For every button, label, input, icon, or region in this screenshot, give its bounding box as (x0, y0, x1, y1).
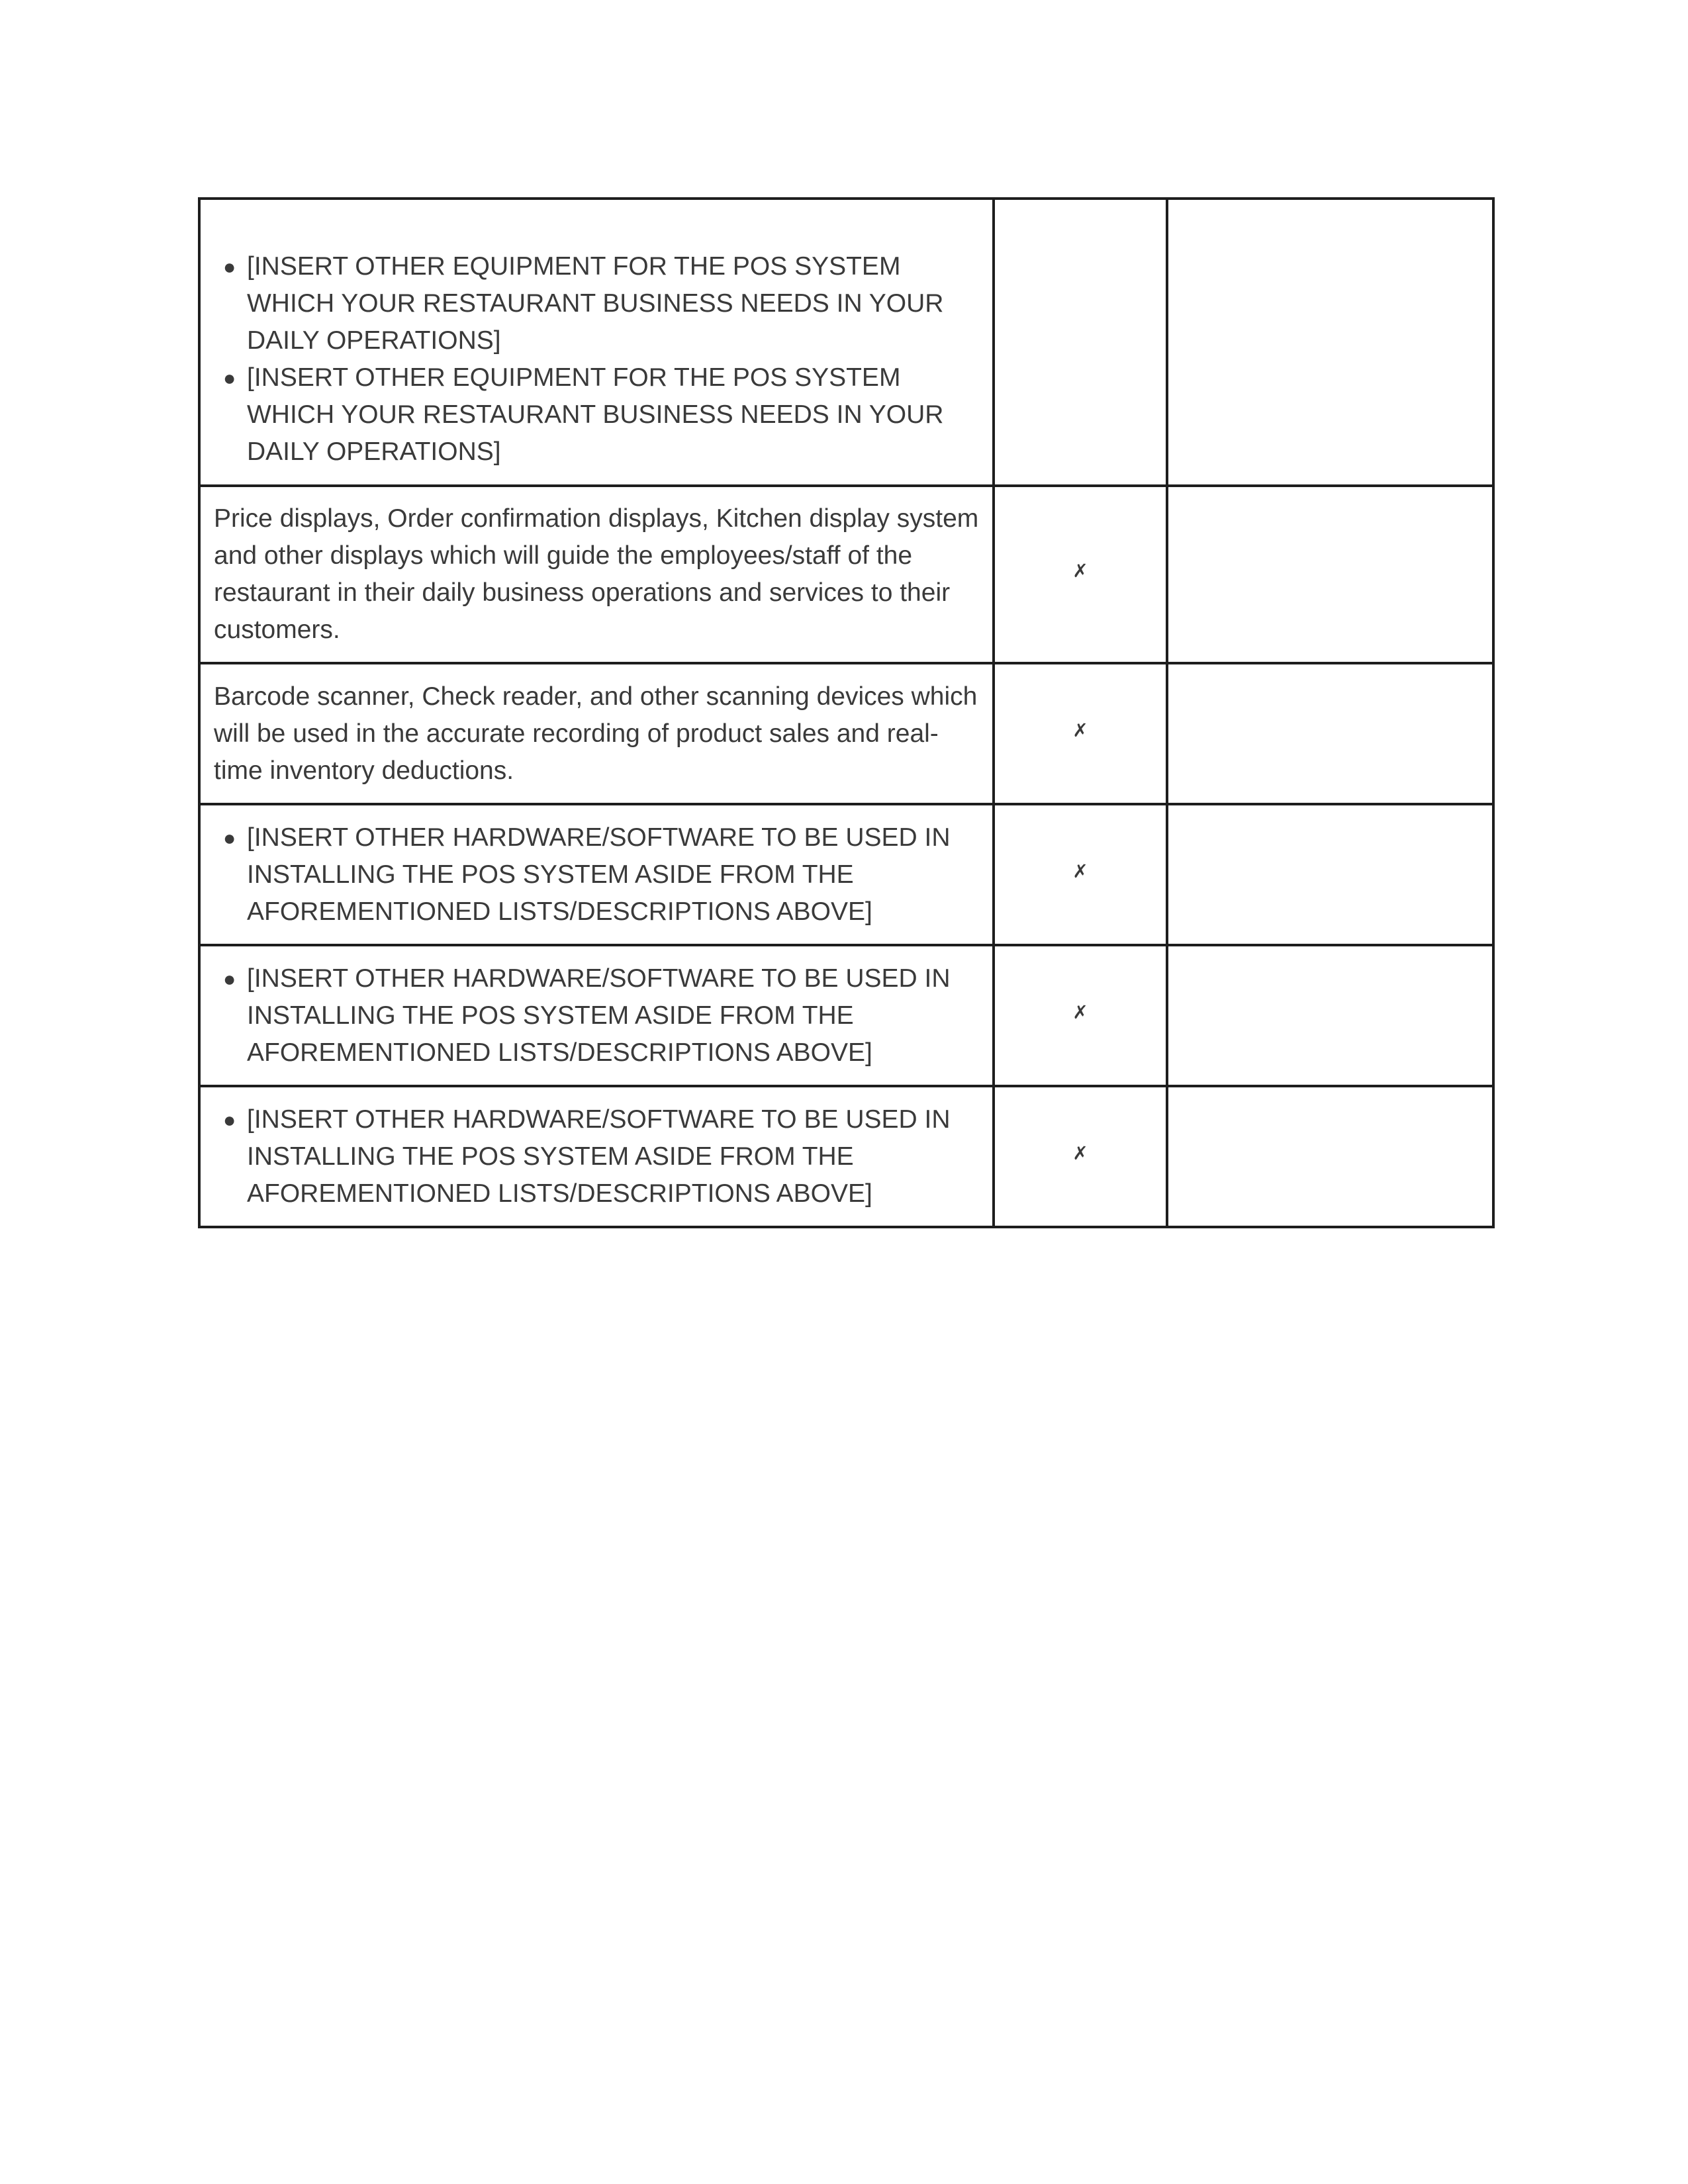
mark-cell (994, 945, 1167, 1086)
list-item (223, 248, 979, 359)
list-item-text: [INSERT OTHER EQUIPMENT FOR THE POS SYSTEM WHICH YOUR RESTAURANT BUSINESS NEEDS IN YOUR DAILY OPERATIONS] (247, 363, 944, 466)
bullet-icon: ● (223, 1107, 236, 1132)
description-cell (199, 945, 994, 1086)
cross-mark-icon: ✗ (1072, 1142, 1088, 1164)
bullet-icon: ● (223, 366, 236, 390)
bullet-icon: ● (223, 966, 236, 991)
mark-cell (994, 486, 1167, 663)
description-text: Price displays, Order confirmation displays, Kitchen display system and other displays which will guide the employees/staff of the restaurant in their daily business operations and services to their customers. (214, 504, 979, 644)
mark-cell (994, 199, 1167, 486)
table-row (199, 199, 1493, 486)
equipment-table (198, 197, 1495, 1228)
list-item-text: [INSERT OTHER HARDWARE/SOFTWARE TO BE USED IN INSTALLING THE POS SYSTEM ASIDE FROM THE AFOREMENTIONED LISTS/DESCRIPTIONS ABOVE] (247, 964, 951, 1067)
description-text: Barcode scanner, Check reader, and other scanning devices which will be used in the accurate recording of product sales and real-time inventory deductions. (214, 682, 978, 785)
table-row (199, 804, 1493, 945)
list-item (223, 819, 979, 931)
notes-cell (1167, 1086, 1493, 1227)
bullet-icon: ● (223, 825, 236, 850)
list-item (223, 359, 979, 471)
list-item-text: [INSERT OTHER EQUIPMENT FOR THE POS SYSTEM WHICH YOUR RESTAURANT BUSINESS NEEDS IN YOUR DAILY OPERATIONS] (247, 252, 944, 355)
description-cell (199, 486, 994, 663)
notes-cell (1167, 199, 1493, 486)
mark-cell (994, 663, 1167, 804)
table-row (199, 486, 1493, 663)
notes-cell (1167, 804, 1493, 945)
cross-mark-icon: ✗ (1072, 719, 1088, 741)
description-cell (199, 1086, 994, 1227)
list-item (223, 960, 979, 1071)
description-cell (199, 804, 994, 945)
mark-cell (994, 804, 1167, 945)
cross-mark-icon: ✗ (1072, 860, 1088, 882)
cross-mark-icon: ✗ (1072, 1001, 1088, 1023)
notes-cell (1167, 945, 1493, 1086)
description-cell (199, 199, 994, 486)
table-row (199, 1086, 1493, 1227)
notes-cell (1167, 486, 1493, 663)
bullet-list (201, 202, 992, 482)
bullet-list (201, 807, 992, 942)
list-item (223, 1101, 979, 1212)
mark-cell (994, 1086, 1167, 1227)
table-row (199, 945, 1493, 1086)
list-item-text: [INSERT OTHER HARDWARE/SOFTWARE TO BE USED IN INSTALLING THE POS SYSTEM ASIDE FROM THE AFOREMENTIONED LISTS/DESCRIPTIONS ABOVE] (247, 823, 951, 926)
bullet-icon: ● (223, 255, 236, 279)
description-cell (199, 663, 994, 804)
table-row (199, 663, 1493, 804)
cross-mark-icon: ✗ (1072, 560, 1088, 582)
bullet-list (201, 948, 992, 1083)
notes-cell (1167, 663, 1493, 804)
list-item-text: [INSERT OTHER HARDWARE/SOFTWARE TO BE USED IN INSTALLING THE POS SYSTEM ASIDE FROM THE AFOREMENTIONED LISTS/DESCRIPTIONS ABOVE] (247, 1105, 951, 1208)
bullet-list (201, 1089, 992, 1224)
